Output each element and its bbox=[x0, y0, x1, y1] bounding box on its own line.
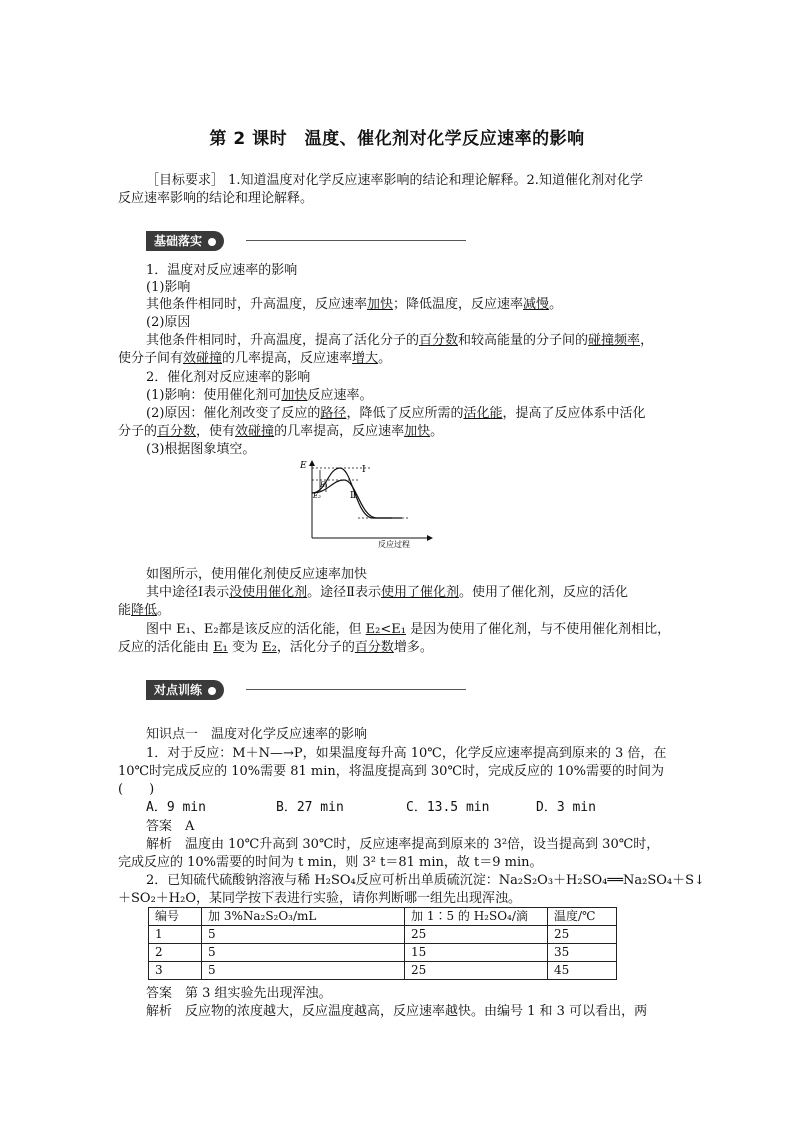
page-title: 第 2 课时 温度、催化剂对化学反应速率的影响 bbox=[209, 129, 585, 149]
explanation-1: 解析 温度由 10℃升高到 30℃时，反应速率提高到原来的 3²倍，设当提高到 30℃时， bbox=[146, 837, 660, 852]
table-row bbox=[149, 944, 617, 962]
option-d: D．3 min bbox=[536, 800, 596, 815]
answer-blank: 使用了催化剂 bbox=[381, 585, 460, 600]
answer-blank: 百分数 bbox=[419, 333, 459, 348]
heading-temperature: 1．温度对反应速率的影响 bbox=[146, 263, 298, 278]
goal-line-1: ［目标要求］ 1.知道温度对化学反应速率影响的结论和理论解释。2.知道催化剂对化学 bbox=[146, 173, 643, 188]
paragraph: 其中途径Ⅰ表示没使用催化剂。途径Ⅱ表示使用了催化剂。使用了催化剂，反应的活化 bbox=[146, 585, 629, 600]
section-header-practice bbox=[146, 680, 466, 700]
section-header-basics bbox=[146, 231, 466, 251]
paragraph: (3)根据图象填空。 bbox=[146, 442, 256, 457]
energy-diagram bbox=[298, 458, 438, 548]
answer-blank: 降低 bbox=[131, 603, 158, 618]
answer-blank: 增大 bbox=[352, 351, 379, 366]
answer-blank: 百分数 bbox=[354, 640, 394, 655]
cell: 1 bbox=[149, 926, 202, 944]
option-b: B．27 min bbox=[276, 800, 344, 815]
answer-blank: 减慢 bbox=[523, 297, 550, 312]
cell: 35 bbox=[548, 944, 617, 962]
cell: 3 bbox=[149, 962, 202, 980]
paragraph: 其他条件相同时，升高温度，提高了活化分子的百分数和较高能量的分子间的碰撞频率， bbox=[146, 333, 654, 348]
table-header bbox=[149, 908, 617, 926]
cell: 2 bbox=[149, 944, 202, 962]
header-cell: 加 1∶5 的 H₂SO₄/滴 bbox=[405, 908, 548, 926]
explanation-1-cont: 完成反应的 10%需要的时间为 t min，则 3² t＝81 min，故 t＝9 min。 bbox=[118, 855, 543, 870]
answer-blank: 活化能 bbox=[463, 406, 503, 421]
cell: 25 bbox=[548, 926, 617, 944]
sub-heading: (1)影响 bbox=[146, 280, 191, 295]
paragraph: 使分子间有效碰撞的几率提高，反应速率增大。 bbox=[118, 351, 392, 366]
axis-label-e: E bbox=[300, 461, 307, 471]
section-title: 对点训练 bbox=[154, 683, 203, 697]
header-cell: 加 3%Na₂S₂O₃/mL bbox=[202, 908, 405, 926]
cell: 25 bbox=[405, 926, 548, 944]
section-title: 基础落实 bbox=[154, 234, 203, 248]
answer-blank: E₂<E₁ bbox=[365, 622, 406, 637]
dot-icon bbox=[208, 238, 216, 246]
answer-blank: 百分数 bbox=[157, 424, 197, 439]
sub-heading: (2)原因 bbox=[146, 315, 191, 330]
label-ii: Ⅱ bbox=[350, 491, 357, 501]
answer-blank: E₁ bbox=[213, 640, 228, 655]
question-1: 1．对于反应：M＋N—→P，如果温度每升高 10℃，化学反应速率提高到原来的 3 倍，在 bbox=[146, 746, 667, 761]
answer-blank: 碰撞频率 bbox=[588, 333, 641, 348]
option-c: C．13.5 min bbox=[406, 800, 490, 815]
axis-label-x: 反应过程 bbox=[378, 540, 410, 548]
question-2-cont: ＋SO₂＋H₂O，某同学按下表进行实验，请你判断哪一组先出现浑浊。 bbox=[118, 891, 521, 906]
answer-2: 答案 第 3 组实验先出现浑浊。 bbox=[146, 986, 332, 1001]
answer-blank: 没使用催化剂 bbox=[229, 585, 308, 600]
cell: 5 bbox=[202, 944, 405, 962]
knowledge-point: 知识点一 温度对化学反应速率的影响 bbox=[146, 727, 368, 742]
answer-blank: 效碰撞 bbox=[183, 351, 223, 366]
question-2: 2．已知硫代硫酸钠溶液与稀 H₂SO₄反应可析出单质硫沉淀：Na₂S₂O₃＋H₂SO₄══Na₂SO₄＋S↓ bbox=[146, 873, 705, 888]
goal-line-2: 反应速率影响的结论和理论解释。 bbox=[118, 191, 314, 206]
divider bbox=[246, 689, 466, 690]
paragraph: (2)原因：催化剂改变了反应的路径，降低了反应所需的活化能，提高了反应体系中活化 bbox=[146, 406, 646, 421]
cell: 45 bbox=[548, 962, 617, 980]
paragraph: 图中 E₁、E₂都是该反应的活化能，但 E₂<E₁ 是因为使用了催化剂，与不使用催化剂相比， bbox=[146, 622, 671, 637]
explanation-2: 解析 反应物的浓度越大，反应温度越高，反应速率越快。由编号 1 和 3 可以看出，两 bbox=[146, 1004, 648, 1019]
dot-icon bbox=[208, 687, 216, 695]
paragraph: 分子的百分数，使有效碰撞的几率提高，反应速率加快。 bbox=[118, 424, 444, 439]
header-cell: 温度/℃ bbox=[548, 908, 617, 926]
answer-blank: 加快 bbox=[367, 297, 394, 312]
option-a: A．9 min bbox=[146, 800, 206, 815]
table-row bbox=[149, 926, 617, 944]
answer-1: 答案 A bbox=[146, 819, 195, 834]
label-i: Ⅰ bbox=[362, 465, 366, 475]
options bbox=[146, 799, 666, 817]
paragraph: (1)影响：使用催化剂可加快反应速率。 bbox=[146, 388, 373, 403]
paragraph: 能降低。 bbox=[118, 603, 171, 618]
header-cell: 编号 bbox=[149, 908, 202, 926]
answer-blank: 效碰撞 bbox=[235, 424, 275, 439]
cell: 5 bbox=[202, 926, 405, 944]
answer-blank: 加快 bbox=[281, 388, 308, 403]
cell: 15 bbox=[405, 944, 548, 962]
cell: 25 bbox=[405, 962, 548, 980]
paragraph: 反应的活化能由 E₁ 变为 E₂，活化分子的百分数增多。 bbox=[118, 640, 433, 655]
paragraph: 如图所示，使用催化剂使反应速率加快 bbox=[146, 567, 368, 582]
divider bbox=[246, 240, 466, 241]
experiment-table bbox=[148, 907, 617, 980]
answer-blank: E₂ bbox=[262, 640, 277, 655]
heading-catalyst: 2．催化剂对反应速率的影响 bbox=[146, 370, 311, 385]
answer-blank: 路径 bbox=[320, 406, 347, 421]
table-row bbox=[149, 962, 617, 980]
paragraph: 其他条件相同时，升高温度，反应速率加快；降低温度，反应速率减慢。 bbox=[146, 297, 563, 312]
cell: 5 bbox=[202, 962, 405, 980]
label-e2: E₂ bbox=[313, 492, 321, 500]
question-1-paren: ( ) bbox=[118, 782, 155, 797]
answer-blank: 加快 bbox=[404, 424, 431, 439]
label-e1: E₁ bbox=[320, 481, 328, 489]
question-1-cont: 10℃时完成反应的 10%需要 81 min，将温度提高到 30℃时，完成反应的 10%需要的时间为 bbox=[118, 764, 665, 779]
